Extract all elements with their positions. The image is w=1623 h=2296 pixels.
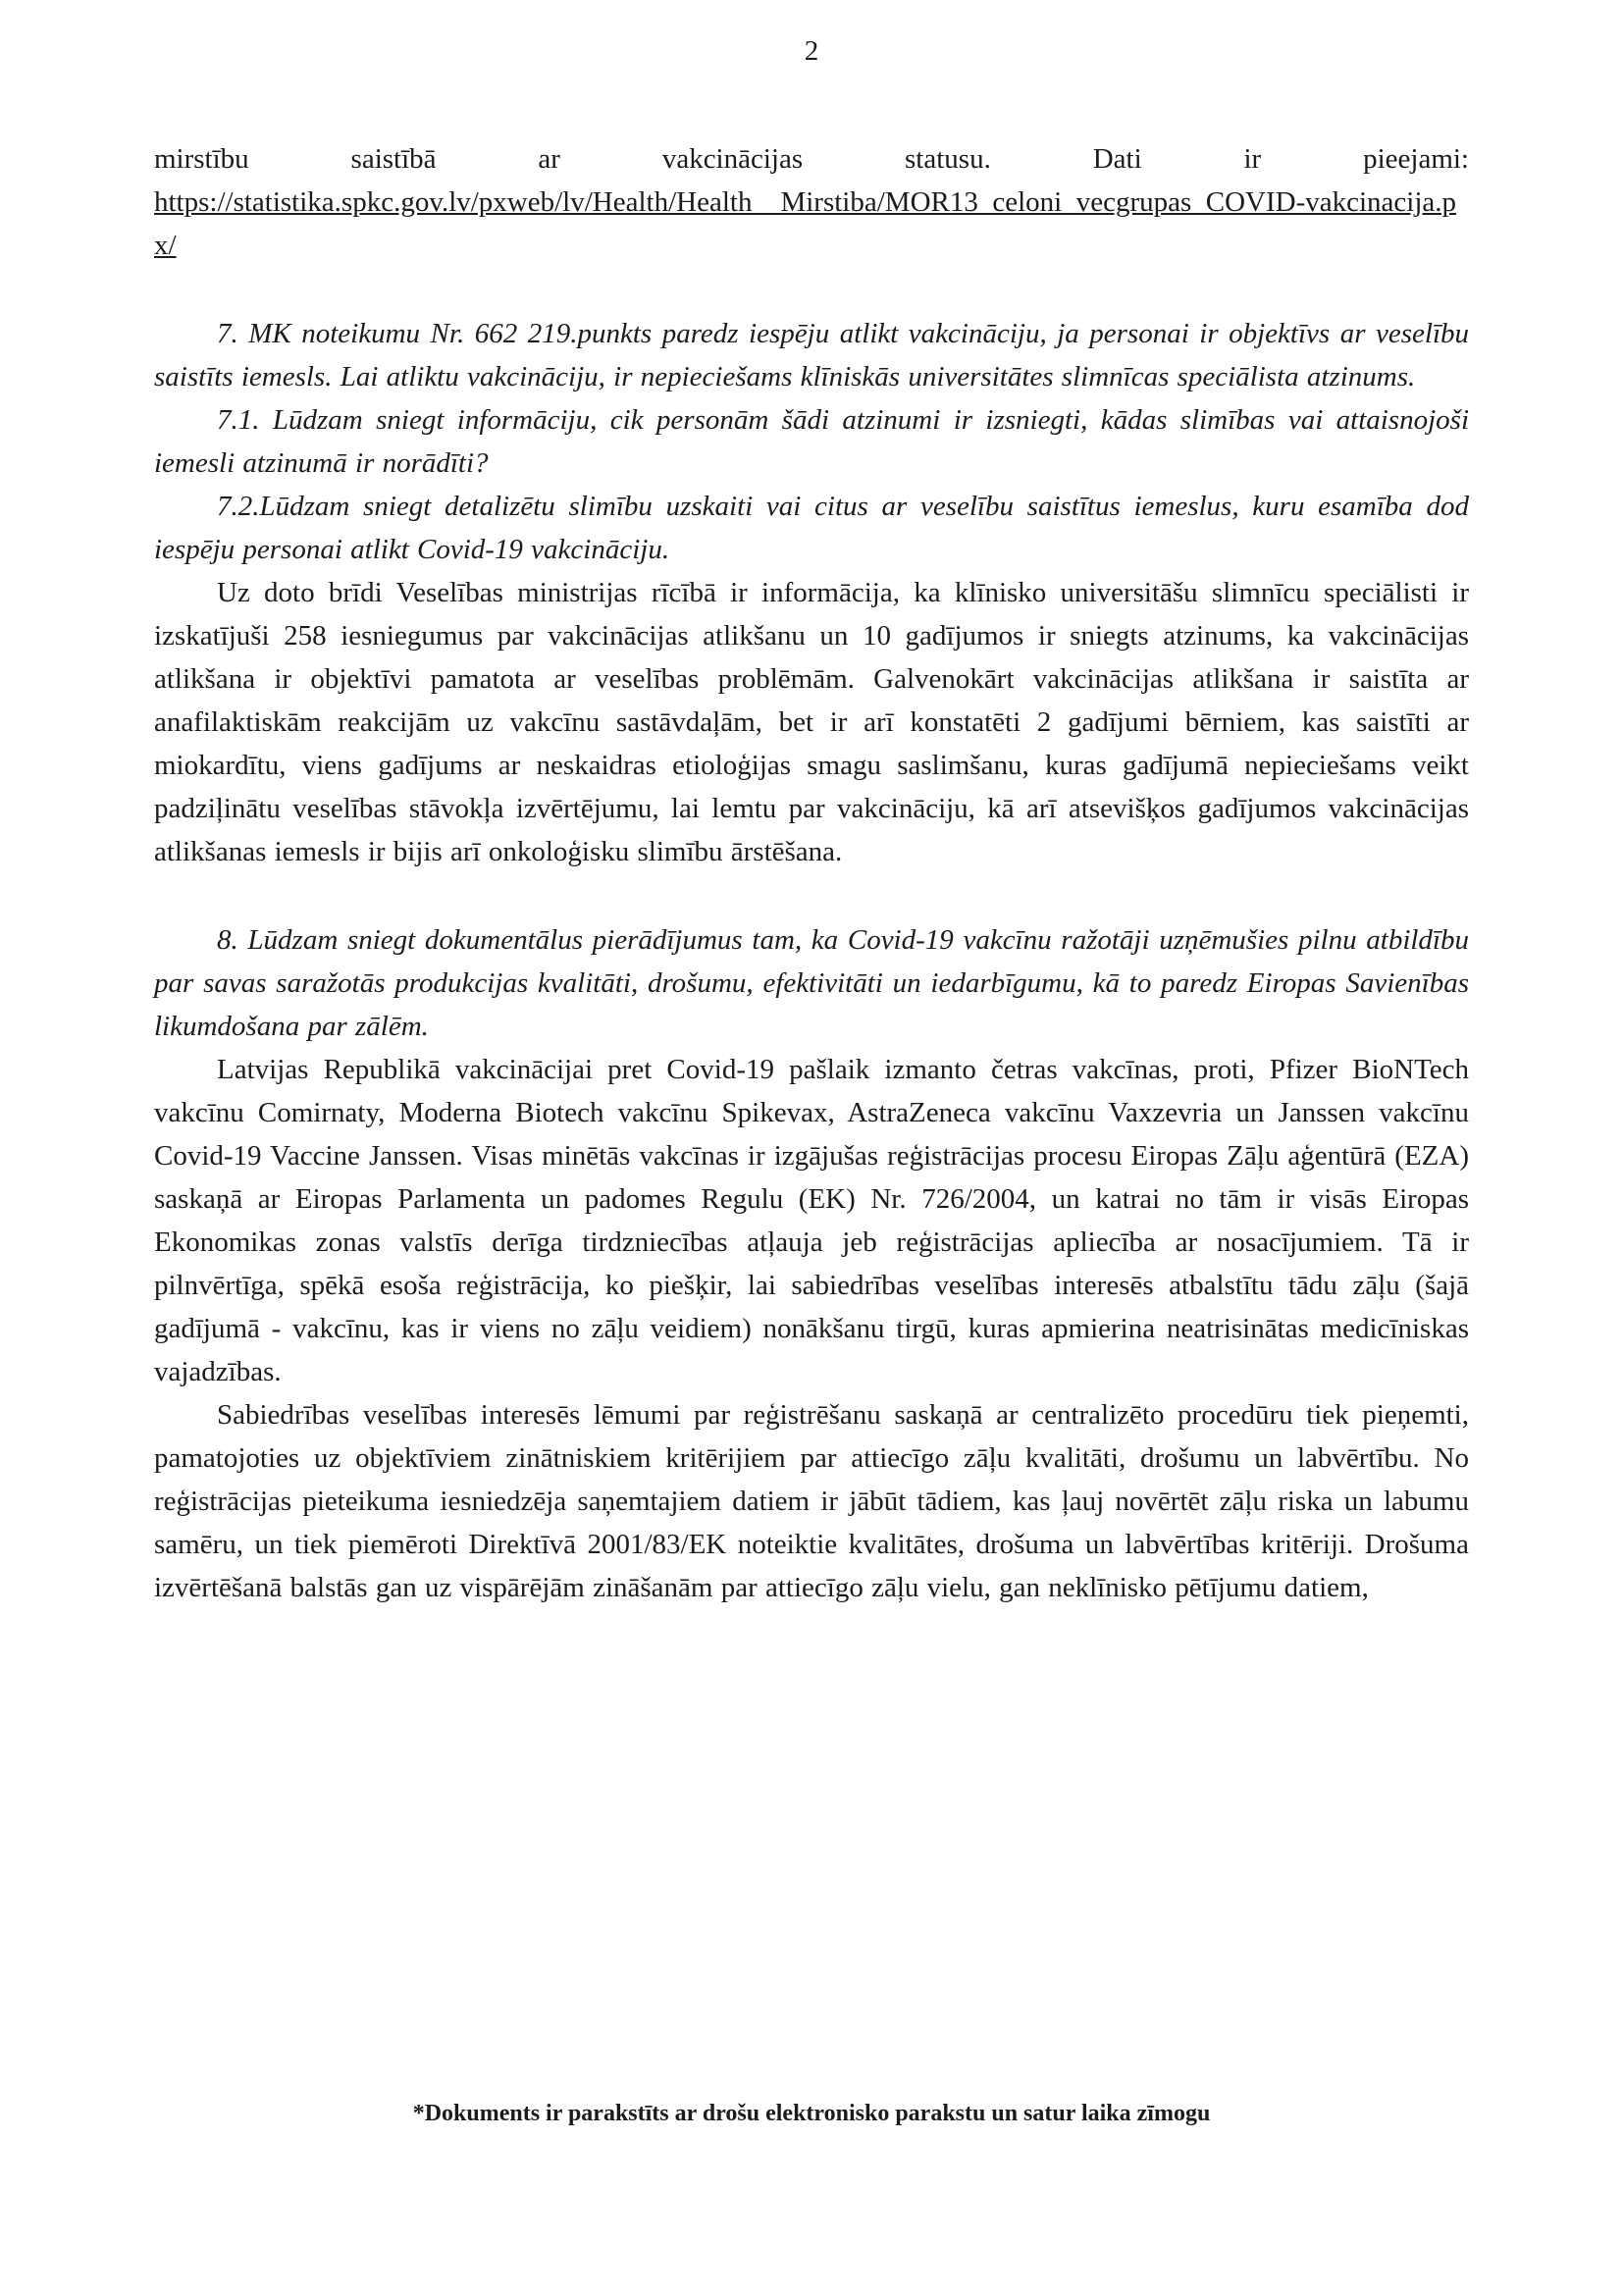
paragraph-answer-7: Uz doto brīdi Veselības ministrijas rīcībā ir informācija, ka klīnisko universitāšu slimnīcu speciālisti ir izskatījuši 258 iesniegumus par vakcinācijas atlikšanu un 10 gadījumos ir sniegts atzinums, ka vakcinācijas atlikšana ir objektīvi pamatota ar veselības problēmām. Galvenokārt vakcinācijas atlikšana ir saistīta ar anafilaktiskām reakcijām uz vakcīnu sastāvdaļām, bet ir arī konstatēti 2 gadījumi bērniem, kas saistīti ar miokardītu, viens gadījums ar neskaidras etioloģijas smagu saslimšanu, kuras gadījumā nepieciešams veikt padziļinātu veselības stāvokļa izvērtējumu, lai lemtu par vakcināciju, kā arī atsevišķos gadījumos vakcinācijas atlikšanas iemesls ir bijis arī onkoloģisku slimību ārstēšana. [154, 577, 1469, 867]
paragraph-mortality-data [154, 137, 1469, 267]
paragraph-answer-8-vaccines: Latvijas Republikā vakcinācijai pret Covid-19 pašlaik izmanto četras vakcīnas, proti, Pfizer BioNTech vakcīnu Comirnaty, Moderna Biotech vakcīnu Spikevax, AstraZeneca vakcīnu Vaxzevria un Janssen vakcīnu Covid-19 Vaccine Janssen. Visas minētās vakcīnas ir izgājušas reģistrācijas procesu Eiropas Zāļu aģentūrā (EZA) saskaņā ar Eiropas Parlamenta un padomes Regulu (EK) Nr. 726/2004, un katrai no tām ir visās Eiropas Ekonomikas zonas valstīs derīga tirdzniecības atļauja jeb reģistrācijas apliecība ar nosacījumiem. Tā ir pilnvērtīga, spēkā esoša reģistrācija, ko piešķir, lai sabiedrības veselības interesēs atbalstītu tādu zāļu (šajā gadījumā - vakcīnu, kas ir viens no zāļu veidiem) nonākšanu tirgū, kuras apmierina neatrisinātas medicīniskas vajadzības. [154, 1054, 1469, 1387]
statistics-url-link[interactable]: https://statistika.spkc.gov.lv/pxweb/lv/Health/Health__Mirstiba/MOR13_celoni_vecgrupas_COVID-vakcinacija.px/ [154, 186, 1457, 261]
paragraph-question-8: 8. Lūdzam sniegt dokumentālus pierādījumus tam, ka Covid-19 vakcīnu ražotāji uzņēmušies pilnu atbildību par savas saražotās produkcijas kvalitāti, drošumu, efektivitāti un iedarbīgumu, kā to paredz Eiropas Savienības likumdošana par zālēm. [154, 924, 1469, 1042]
paragraph-answer-8-registration: Sabiedrības veselības interesēs lēmumi par reģistrēšanu saskaņā ar centralizēto procedūru tiek pieņemti, pamatojoties uz objektīviem zinātniskiem kritērijiem par attiecīgo zāļu kvalitāti, drošumu un labvērtību. No reģistrācijas pieteikuma iesniedzēja saņemtajiem datiem ir jābūt tādiem, kas ļauj novērtēt zāļu riska un labumu samēru, un tiek piemēroti Direktīvā 2001/83/EK noteiktie kvalitātes, drošuma un labvērtības kritēriji. Drošuma izvērtēšanā balstās gan uz vispārējām zināšanām par attiecīgo zāļu vielu, gan neklīnisko pētījumu datiem, [154, 1399, 1469, 1603]
page-number: 2 [804, 35, 819, 67]
signature-footnote: *Dokuments ir parakstīts ar drošu elektronisko parakstu un satur laika zīmogu [412, 2101, 1211, 2126]
paragraph-question-7-2: 7.2.Lūdzam sniegt detalizētu slimību uzskaiti vai citus ar veselību saistītus iemeslus, kuru esamība dod iespēju personai atlikt Covid-19 vakcināciju. [154, 491, 1469, 565]
paragraph-regulation-7: 7. MK noteikumu Nr. 662 219.punkts paredz iespēju atlikt vakcināciju, ja personai ir objektīvs ar veselību saistīts iemesls. Lai atliktu vakcināciju, ir nepieciešams klīniskās universitātes slimnīcas speciālista atzinums. [154, 318, 1469, 392]
paragraph-question-7-1: 7.1. Lūdzam sniegt informāciju, cik personām šādi atzinumi ir izsniegti, kādas slimības vai attaisnojoši iemesli atzinumā ir norādīti? [154, 404, 1469, 479]
mortality-data-text: mirstību saistībā ar vakcinācijas statusu. Dati ir pieejami: [154, 143, 1469, 175]
document-content [154, 137, 1469, 1609]
